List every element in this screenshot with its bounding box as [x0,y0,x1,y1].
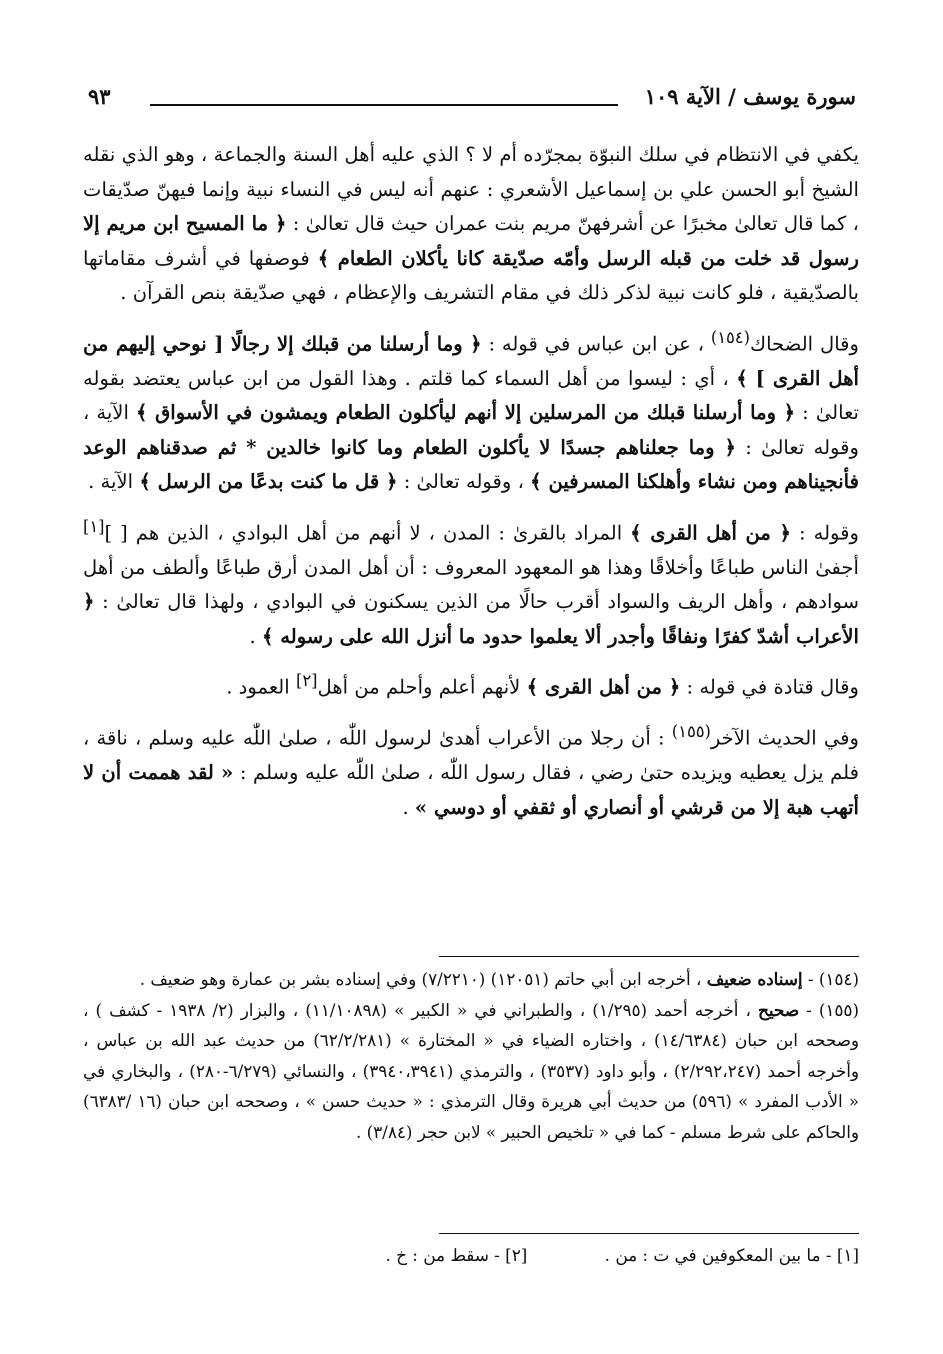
paragraph-1 [83,138,859,311]
text-run: وقال قتادة في قوله : [680,675,859,699]
text-run: الآية . [88,470,140,494]
main-text [83,138,859,835]
footnote-155 [83,995,859,1148]
quran-verse: ﴿ من أهل القرى ﴾ [630,521,791,545]
quran-verse: ﴿ وما أرسلنا من قبلك إلا رجالًا [ نوحي إليهم من أهل القرى ] ﴾ [83,332,859,390]
footnote-divider [439,956,859,957]
text-run: وقال الضحاك [749,332,859,356]
hadith-quote: « لقد هممت أن لا أتهب هبة إلا من قرشي أو أنصاري أو ثقفي أو دوسي » [83,761,859,819]
footnote-ref: (١٥٤) [710,327,750,347]
text-run: . [402,795,415,819]
text-run: وفي الحديث الآخر [710,726,859,750]
footnote-number: (١٥٤) - [802,969,859,989]
text-run: ، وقوله تعالىٰ : [397,470,531,494]
text-run: العمود . [226,675,296,699]
footnote-ref: [١] [83,516,105,536]
quran-verse: ﴿ وما أرسلنا قبلك من المرسلين إلا أنهم ليأكلون الطعام ويمشون في الأسواق ﴾ [135,401,796,425]
footnote-text: ، أخرجه أحمد (١/٢٩٥) ، والطبراني في « الكبير » (١١/١٠٨٩٨) ، والبزار (٢/ ١٩٣٨ - كشف ) ، وصححه ابن حبان (١٤/٦٣٨٤) ، واختاره الضياء في « المختارة » (٦٢/٢/٢٨١) من حديث عبد الله بن عباس ، وأخرجه أحمد (٢/٢٩٢،٢٤٧) ، وأبو داود (٣٥٣٧) ، والترمذي (٣٩٤٠،٣٩٤١) ، والنسائي (٦/٢٧٩-٢٨٠) ، والبخاري في « الأدب المفرد » (٥٩٦) من حديث أبي هريرة وقال الترمذي : « حديث حسن » ، وصححه ابن حبان (١٦ /٦٣٨٣) والحاكم على شرط مسلم - كما في « تلخيص الحبير » لابن حجر (٣/٨٤) . [83,999,860,1142]
text-run: المراد بالقرىٰ : المدن ، لا أنهم من أهل البوادي ، الذين هم [ ] [104,521,631,545]
header-rule [150,104,618,106]
quran-verse: ﴿ من أهل القرى ﴾ [526,675,681,699]
footnotes [83,964,859,1147]
editor-notes-divider [439,1233,859,1234]
quran-verse: ﴿ الأعراب أشدّ كفرًا ونفاقًا وأجدر ألا يعلموا حدود ما أنزل الله على رسوله ﴾ [83,590,859,648]
hadith-grade: إسناده ضعيف [706,969,803,989]
text-run: يكفي في الانتظام في سلك النبوّة بمجرّده أم لا ؟ الذي عليه أهل السنة والجماعة ، وهو الذي نقله الشيخ أبو الحسن علي بن إسماعيل الأشعري : عنهم أنه ليس في النساء نبية وإنما فيهنّ صدّيقات ، كما قال تعالىٰ مخبرًا عن أشرفهنّ مريم بنت عمران حيث قال تعالىٰ : [83,143,859,235]
footnote-text: ، أخرجه ابن أبي حاتم (١٢٠٥١) (٧/٢٢١٠) وفي إسناده بشر بن عمارة وهو ضعيف . [139,969,707,989]
paragraph-4 [83,664,859,705]
footnote-154 [83,964,859,995]
paragraph-2 [83,321,859,500]
text-run: وقوله : [790,521,860,545]
footnote-number: (١٥٥) - [799,999,859,1020]
paragraph-3 [83,510,859,655]
quran-verse: ﴿ ما المسيح ابن مريم إلا رسول قد خلت من قبله الرسل وأمّه صدّيقة كانا يأكلان الطعام ﴾ [83,212,859,270]
surah-title: سورة يوسف / الآية ١٠٩ [644,84,856,109]
editor-note-1: [١] - ما بين المعكوفين في ت : من . [604,1245,859,1265]
text-run: : أن رجلا من الأعراب أهدىٰ لرسول اللّٰه ، صلىٰ اللّٰه عليه وسلم ، ناقة ، فلم يزل يعطيه ويزيده حتىٰ رضي ، فقال رسول اللّٰه ، صلىٰ اللّٰه عليه وسلم : [83,726,859,785]
running-header [88,84,856,120]
text-run: فوصفها في أشرف مقاماتها بالصدّيقية ، فلو كانت نبية لذكر ذلك في مقام التشريف والإعظام ، فهي صدّيقة بنص القرآن . [83,246,859,304]
hadith-grade: صحيح [758,999,800,1020]
editor-notes [83,1240,859,1270]
footnote-ref: (١٥٥) [671,722,711,742]
footnote-ref: [٢] [295,671,318,691]
quran-verse: ﴿ وما جعلناهم جسدًا لا يأكلون الطعام وما كانوا خالدين * ثم صدقناهم الوعد فأنجيناهم ومن نشاء وأهلكنا المسرفين ﴾ [83,435,859,494]
page-number: ٩٣ [88,84,111,109]
text-run: الآية ، وقوله تعالىٰ : [83,401,859,459]
paragraph-5 [83,715,859,825]
editor-note-2: [٢] - سقط من : خ . [385,1245,528,1265]
text-run: أجفىٰ الناس طباعًا وأخلاقًا وهذا هو المعهود المعروف : أن أهل المدن أرق طباعًا وألطف من أهل سوادهم ، وأهل الريف والسواد أقرب حالًا من الذين يسكنون في البوادي ، ولهذا قال تعالىٰ : [83,555,859,614]
text-run: ، عن ابن عباس في قوله : [481,332,711,356]
text-run: . [249,624,262,648]
text-run: لأنهم أعلم وأحلم من أهل [317,675,527,699]
text-run: ، أي : ليسوا من أهل السماء كما قلتم . وهذا القول من ابن عباس يعتضد بقوله تعالىٰ : [83,366,859,425]
quran-verse: ﴿ قل ما كنت بدعًا من الرسل ﴾ [139,470,398,494]
